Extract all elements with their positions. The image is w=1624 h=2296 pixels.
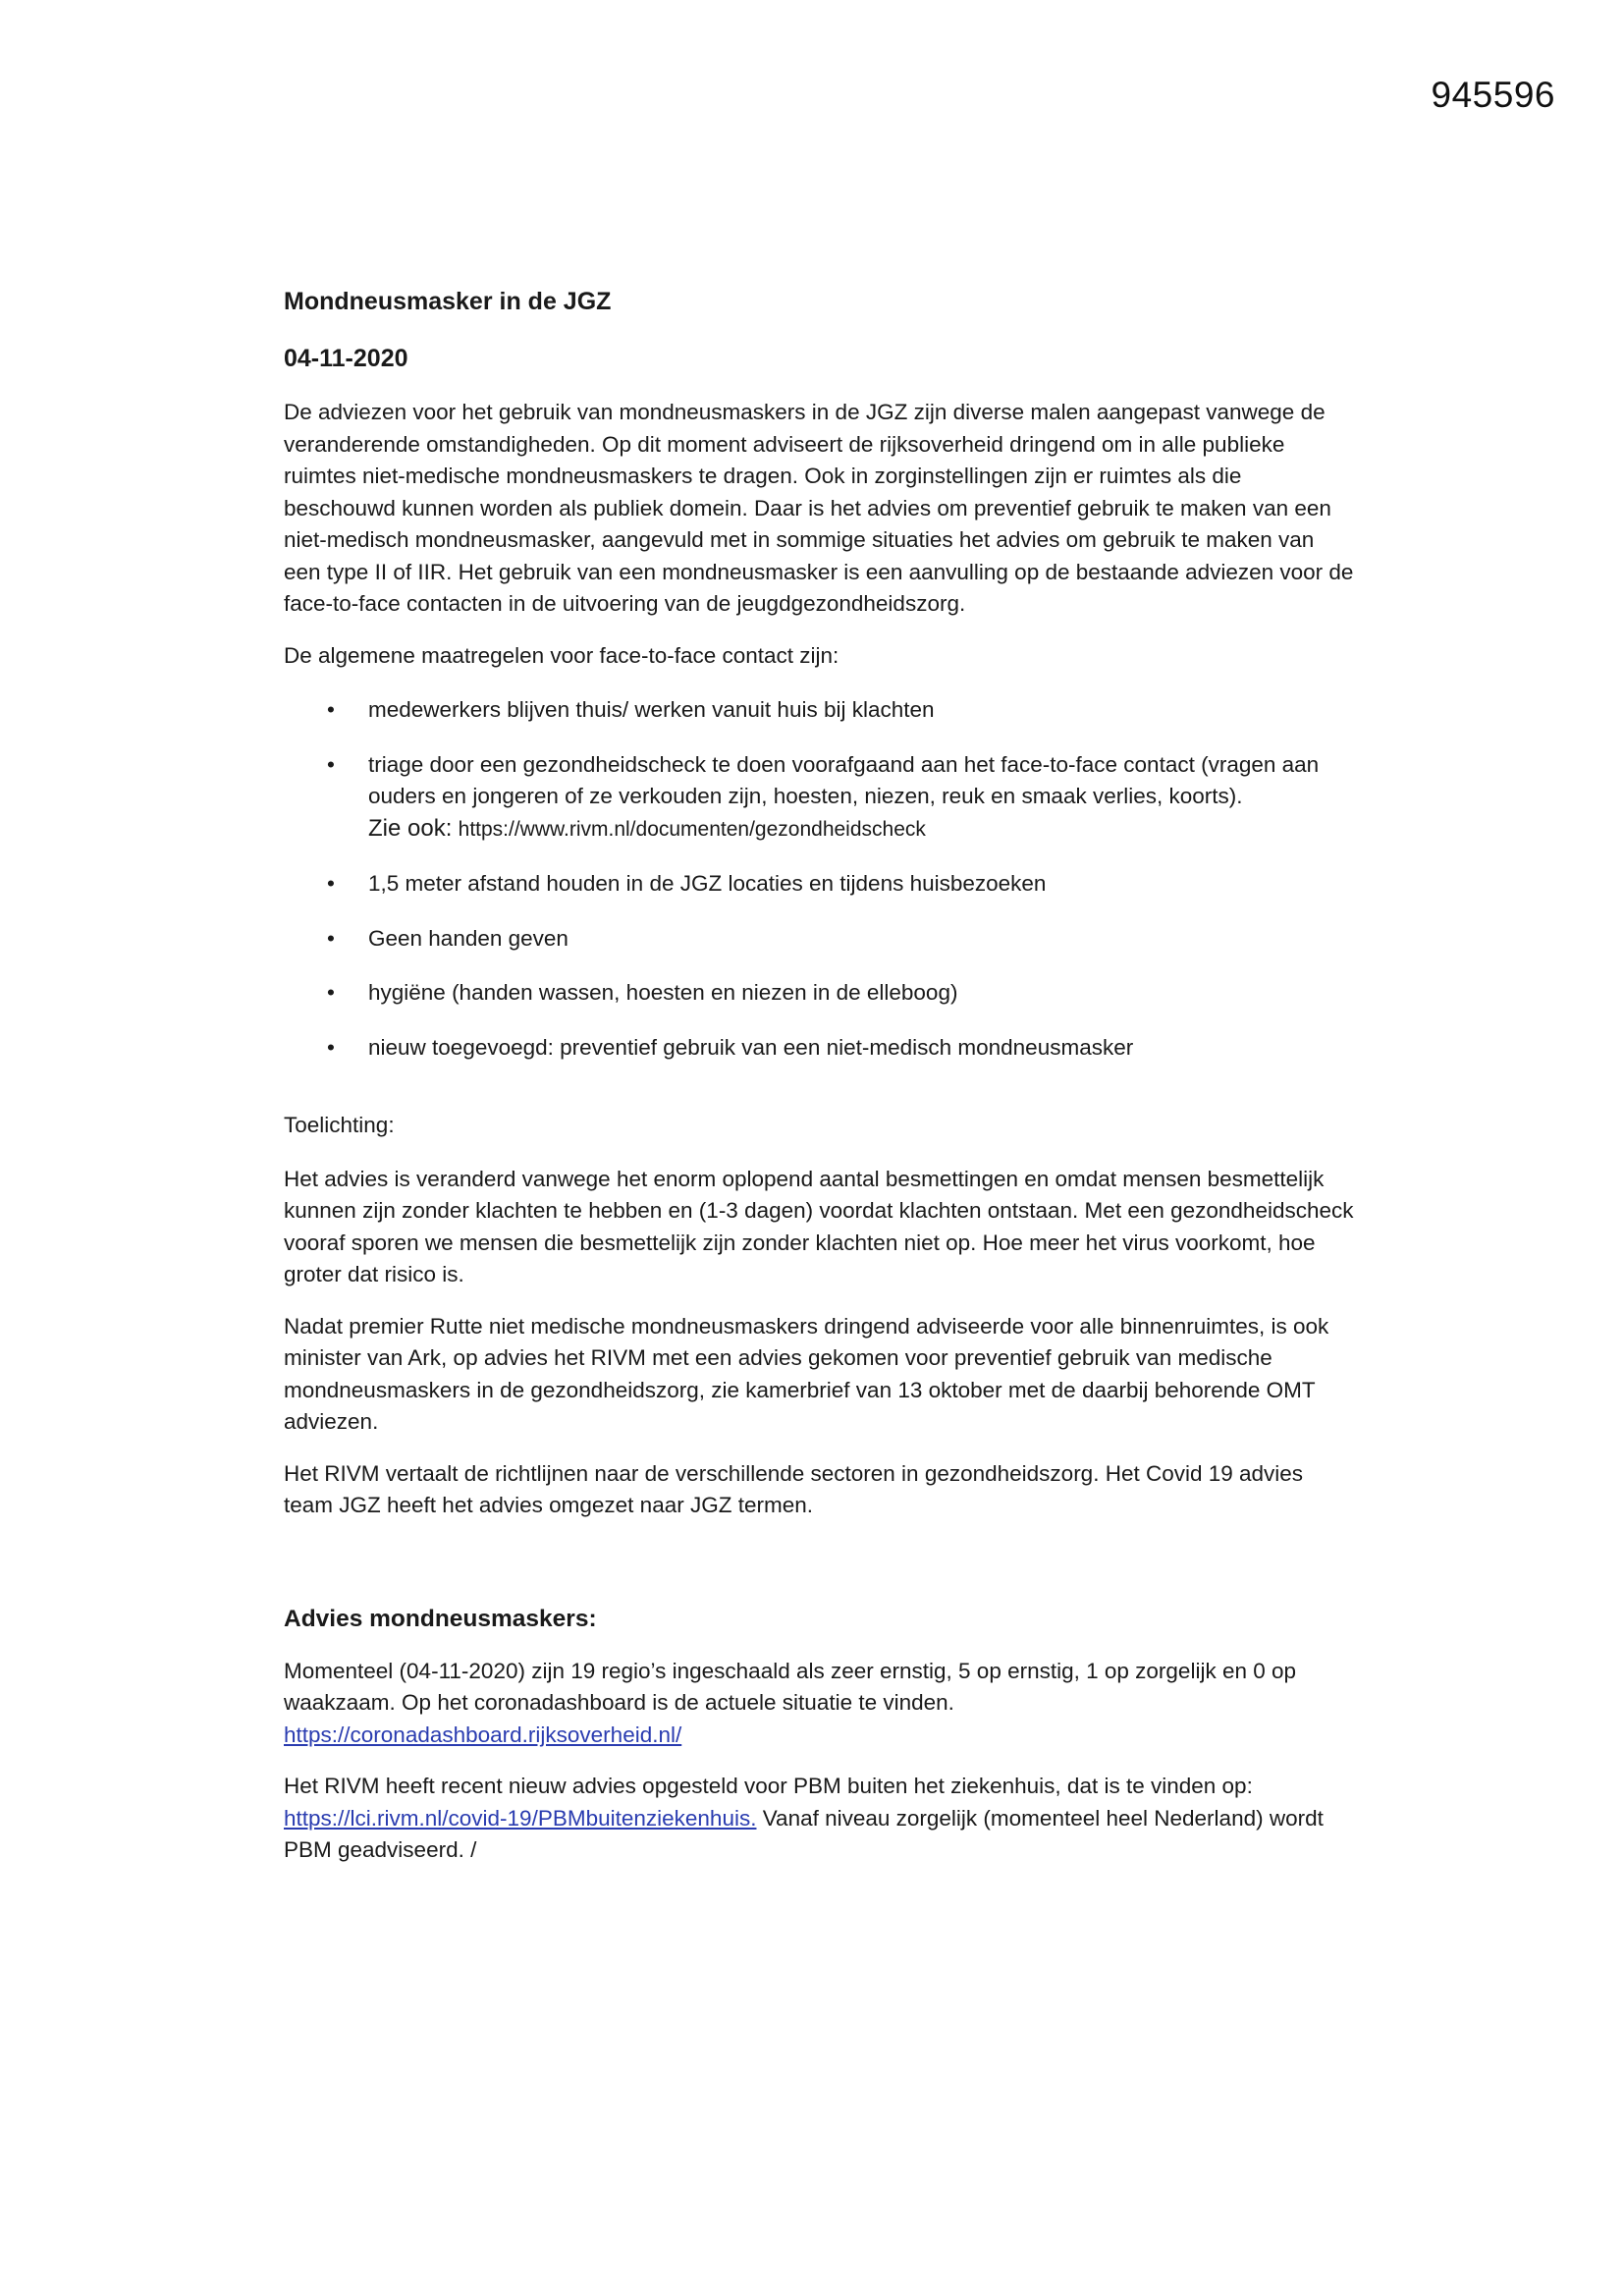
page-number: 945596 bbox=[1431, 75, 1555, 115]
toelichting-paragraph: Het advies is veranderd vanwege het enorm oplopend aantal besmettingen en omdat mensen besmettelijk kunnen zijn zonder klachten te hebben en (1-3 dagen) voordat klachten ontstaan. Met een gezondheidscheck vooraf sporen we mensen die besmettelijk zijn zonder klachten niet op. Hoe meer het virus voorkomt, hoe groter dat risico is. bbox=[284, 1166, 1354, 1286]
see-also-url: https://www.rivm.nl/documenten/gezondheidscheck bbox=[458, 817, 926, 841]
list-item: • 1,5 meter afstand houden in de JGZ locaties en tijdens huisbezoeken bbox=[284, 868, 1354, 901]
document-date: 04-11-2020 bbox=[284, 345, 408, 372]
list-item: • hygiëne (handen wassen, hoesten en niezen in de elleboog) bbox=[284, 977, 1354, 1010]
document-title: Mondneusmasker in de JGZ bbox=[284, 288, 612, 315]
advies-heading: Advies mondneusmaskers: bbox=[284, 1605, 597, 1632]
coronadashboard-link[interactable]: https://coronadashboard.rijksoverheid.nl/ bbox=[284, 1722, 682, 1747]
measures-list bbox=[284, 694, 1354, 1064]
toelichting-label: Toelichting: bbox=[284, 1113, 395, 1137]
toelichting-paragraph: Nadat premier Rutte niet medische mondneusmaskers dringend adviseerde voor alle binnenruimtes, is ook minister van Ark, op advies het RIVM met een advies gekomen voor preventief gebruik van medische mondneusmaskers in de gezondheidszorg, zie kamerbrief van 13 oktober met de daarbij behorende OMT adviezen. bbox=[284, 1313, 1329, 1434]
list-item: • triage door een gezondheidscheck te doen voorafgaand aan het face-to-face contact (vragen aan ouders en jongeren of ze verkouden zijn, hoesten, niezen, reuk en smaak verlies, koorts). Zie ook: https://www.rivm.nl/documenten/gezondheidscheck bbox=[284, 749, 1354, 847]
list-item: • medewerkers blijven thuis/ werken vanuit huis bij klachten bbox=[284, 694, 1354, 727]
advies-paragraph: Momenteel (04-11-2020) zijn 19 regio’s ingeschaald als zeer ernstig, 5 op ernstig, 1 op zorgelijk en 0 op waakzaam. Op het coronadashboard is de actuele situatie te vinden. https://coronadashboard.rijksoverheid.nl/ bbox=[284, 1658, 1297, 1747]
toelichting-paragraph: Het RIVM vertaalt de richtlijnen naar de verschillende sectoren in gezondheidszorg. Het Covid 19 advies team JGZ heeft het advies omgezet naar JGZ termen. bbox=[284, 1460, 1304, 1517]
list-item: • nieuw toegevoegd: preventief gebruik van een niet-medisch mondneusmasker bbox=[284, 1032, 1354, 1065]
list-item: • Geen handen geven bbox=[284, 923, 1354, 956]
measures-heading: De algemene maatregelen voor face-to-face contact zijn: bbox=[284, 642, 839, 668]
pbm-link[interactable]: https://lci.rivm.nl/covid-19/PBMbuitenziekenhuis. bbox=[284, 1805, 757, 1831]
see-also-label: Zie ook: bbox=[368, 814, 453, 842]
advies-paragraph: Het RIVM heeft recent nieuw advies opgesteld voor PBM buiten het ziekenhuis, dat is te vinden op: https://lci.rivm.nl/covid-19/PBMbuitenziekenhuis. Vanaf niveau zorgelijk (momenteel heel Nederland) wordt PBM geadviseerd. / bbox=[284, 1774, 1324, 1862]
document-body bbox=[284, 285, 1354, 1886]
intro-paragraph: De adviezen voor het gebruik van mondneusmaskers in de JGZ zijn diverse malen aangepast vanwege de veranderende omstandigheden. Op dit moment adviseert de rijksoverheid dringend om in alle publieke ruimtes niet-medische mondneusmaskers te dragen. Ook in zorginstellingen zijn er ruimtes als die beschouwd kunnen worden als publiek domein. Daar is het advies om preventief gebruik te maken van een niet-medisch mondneusmasker, aangevuld met in sommige situaties het advies om gebruik te maken van een type II of IIR. Het gebruik van een mondneusmasker is een aanvulling op de bestaande adviezen voor de face-to-face contacten in de uitvoering van de jeugdgezondheidszorg. bbox=[284, 400, 1354, 616]
